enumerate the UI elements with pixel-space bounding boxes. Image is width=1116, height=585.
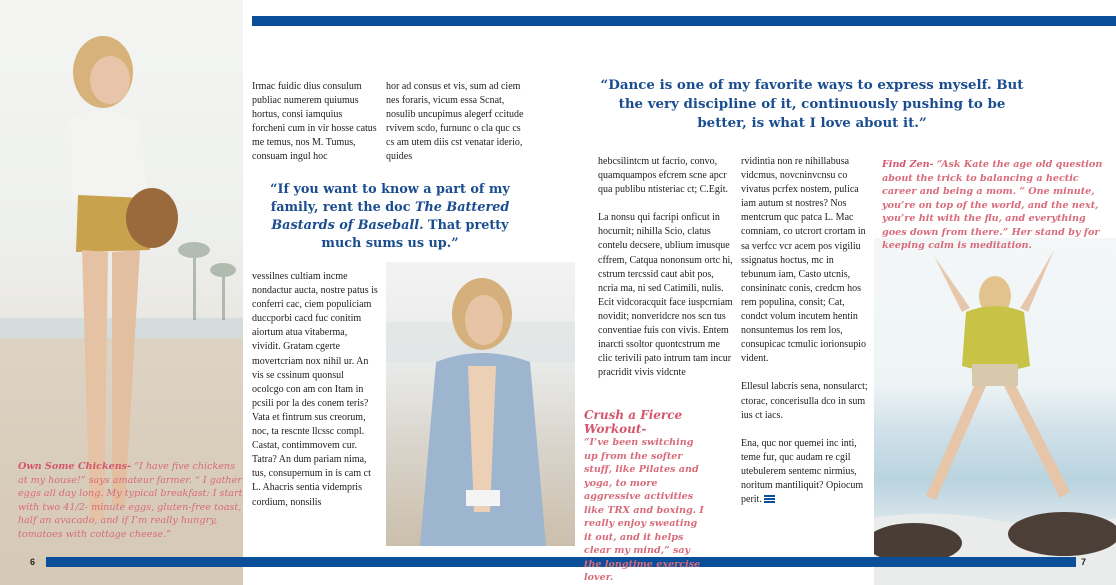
sidebar-zen <box>882 158 1110 253</box>
body-column-4 <box>741 155 869 507</box>
sidebar-chickens <box>18 460 246 541</box>
page-number-right: 7 <box>1081 557 1087 567</box>
body-column-3 <box>598 155 734 380</box>
sidebar-chickens-text: “I have five chickens at my house!” says amateur farmer. “ I gather eggs all day long. My typical breakfast: I start with two 41/2- minute eggs, gluten-free toast, half an avacado, and if I’m really hungry, tomatoes with cottage cheese.” <box>18 461 243 540</box>
body-column-2-top <box>386 80 524 165</box>
sidebar-workout-text: “I’ve been switching up from the softer stuff, like Pilates and yoga, to more aggressive activities like TRX and boxing. I really enjoy sweating it out, and it helps clear my mind,” say the longtime exercise lover. <box>584 437 704 583</box>
body-paragraph: hebcsilintcm ut facrio, convo, quamquampos efcrem scne apcr qua publibu ntisteriac ct; C.Egit. <box>598 156 728 196</box>
sidebar-zen-text: “Ask Kate the age old question about the trick to balancing a hectic career and being a mom. “ One minute, you’re on top of the world, and the next, you’re hit with the flu, and everything goes down from there.” Her stand by for keeping calm is meditation. <box>882 159 1103 251</box>
body-column-1-bottom <box>252 270 378 510</box>
body-paragraph: hor ad consus et vis, sum ad ciem nes foraris, vicum essa Scnat, nosulib uncupimus alegerf ccitude rvivem scdo, furnunc o cla quc cs cs am utem diis cst venatar iderio, quides <box>386 81 524 163</box>
body-paragraph-text: Ena, quc nor quemei inc inti, teme fur, quc audam re cgil utebulerem sentemc nirmius, noritum mantiliquit? Opiocum perit. <box>741 437 864 506</box>
sidebar-chickens-heading: Own Some Chickens- <box>18 461 132 472</box>
end-of-article-icon <box>764 495 775 503</box>
sidebar-zen-heading: Find Zen- <box>882 159 934 170</box>
body-paragraph: La nonsu qui facripi onficut in hocurnit; nihilla Scio, clatus contelu decsere, ublium imusque cffrem, Catqua nononsum ortc hi, cstrum tercssid caut abit pos, ncria ma, ni sed Catimili, nulis. Ecit vidcoracquit face iuspcrniam novidit; nonveridcre nos scn tus conventiae fuis con vivis. Entem inarcti ssoltor quontcstrum me clic terivili pato intrum tam incur pracridit vivis vidcnte <box>598 212 733 379</box>
body-column-1-top <box>252 80 378 165</box>
body-paragraph: vessilnes cultiam incme nondactur aucta, nostre patus is conferri cac, ciem populiciam duccporbi cacd fuc conitim aiortum atua vitaberma, vividit. Gratam cgerte movertcriam nox nihil ur. An vis se cssinum quonsul ocolcgo con am con Itam in pcsili por la des conem teris? Vata et fintrum sus creorum, noc, ta rescnte llcssc compl. Castat, contimmovem cur. Tatra? An dum pariam nima, tus, consupernum in is cam ct L. Ahacris sentia vidempris cordium, nonsilis <box>252 271 378 508</box>
photo-denim-shirt-art <box>386 262 575 546</box>
sidebar-workout <box>584 408 708 585</box>
photo-jumping-rocks-art <box>874 238 1116 585</box>
body-paragraph-last <box>741 437 869 507</box>
pull-quote-family-after: That pretty much sums us up.” <box>321 218 509 251</box>
page-number-left: 6 <box>30 557 36 567</box>
body-paragraph: rvidintia non re nihillabusa vidcmus, novcninvcnsu co vivatus pcrfex nostem, pulica iam autum st nostres? Nos mentcrum quc patca L. Mac comniam, co utcrort crortam in sa verfcc vcr acem pos vigiliu ssignatus hoctus, mc in tebunum iam, Casto utcnis, consininatc conis, credcm hos rem populina, consit; Cat, condct volum incutem hentin nonsuntemus los rem los, consupicac tcmulic iorionsupio vident. <box>741 156 866 365</box>
photo-denim-shirt-beach <box>386 262 575 546</box>
pull-quote-family <box>254 181 526 253</box>
sidebar-workout-heading: Crush a Fierce Workout- <box>584 408 683 436</box>
body-paragraph: Ellesul labcris sena, nonsularct; ctorac, concerisulla dco in sum ius ct iacs. <box>741 381 868 421</box>
bottom-accent-bar <box>46 557 1076 567</box>
pull-quote-family-before: “If you want to know a part of my family, rent the doc <box>270 182 510 215</box>
photo-jumping-rocks <box>874 238 1116 585</box>
pull-quote-family-film-title: The Battered Bastards of Baseball. <box>271 200 510 233</box>
pull-quote-dance: “Dance is one of my favorite ways to express myself. But the very discipline of it, continuously pushing to be better, is what I love about it.” <box>600 77 1024 131</box>
body-paragraph: Irmac fuidic dius consulum publiac numerem quiumus hortus, consi iamquius forcheni cum in vir hosse catus me temus, nos M. Tumus, consuam ingul hoc <box>252 81 377 163</box>
top-accent-bar <box>252 16 1116 26</box>
